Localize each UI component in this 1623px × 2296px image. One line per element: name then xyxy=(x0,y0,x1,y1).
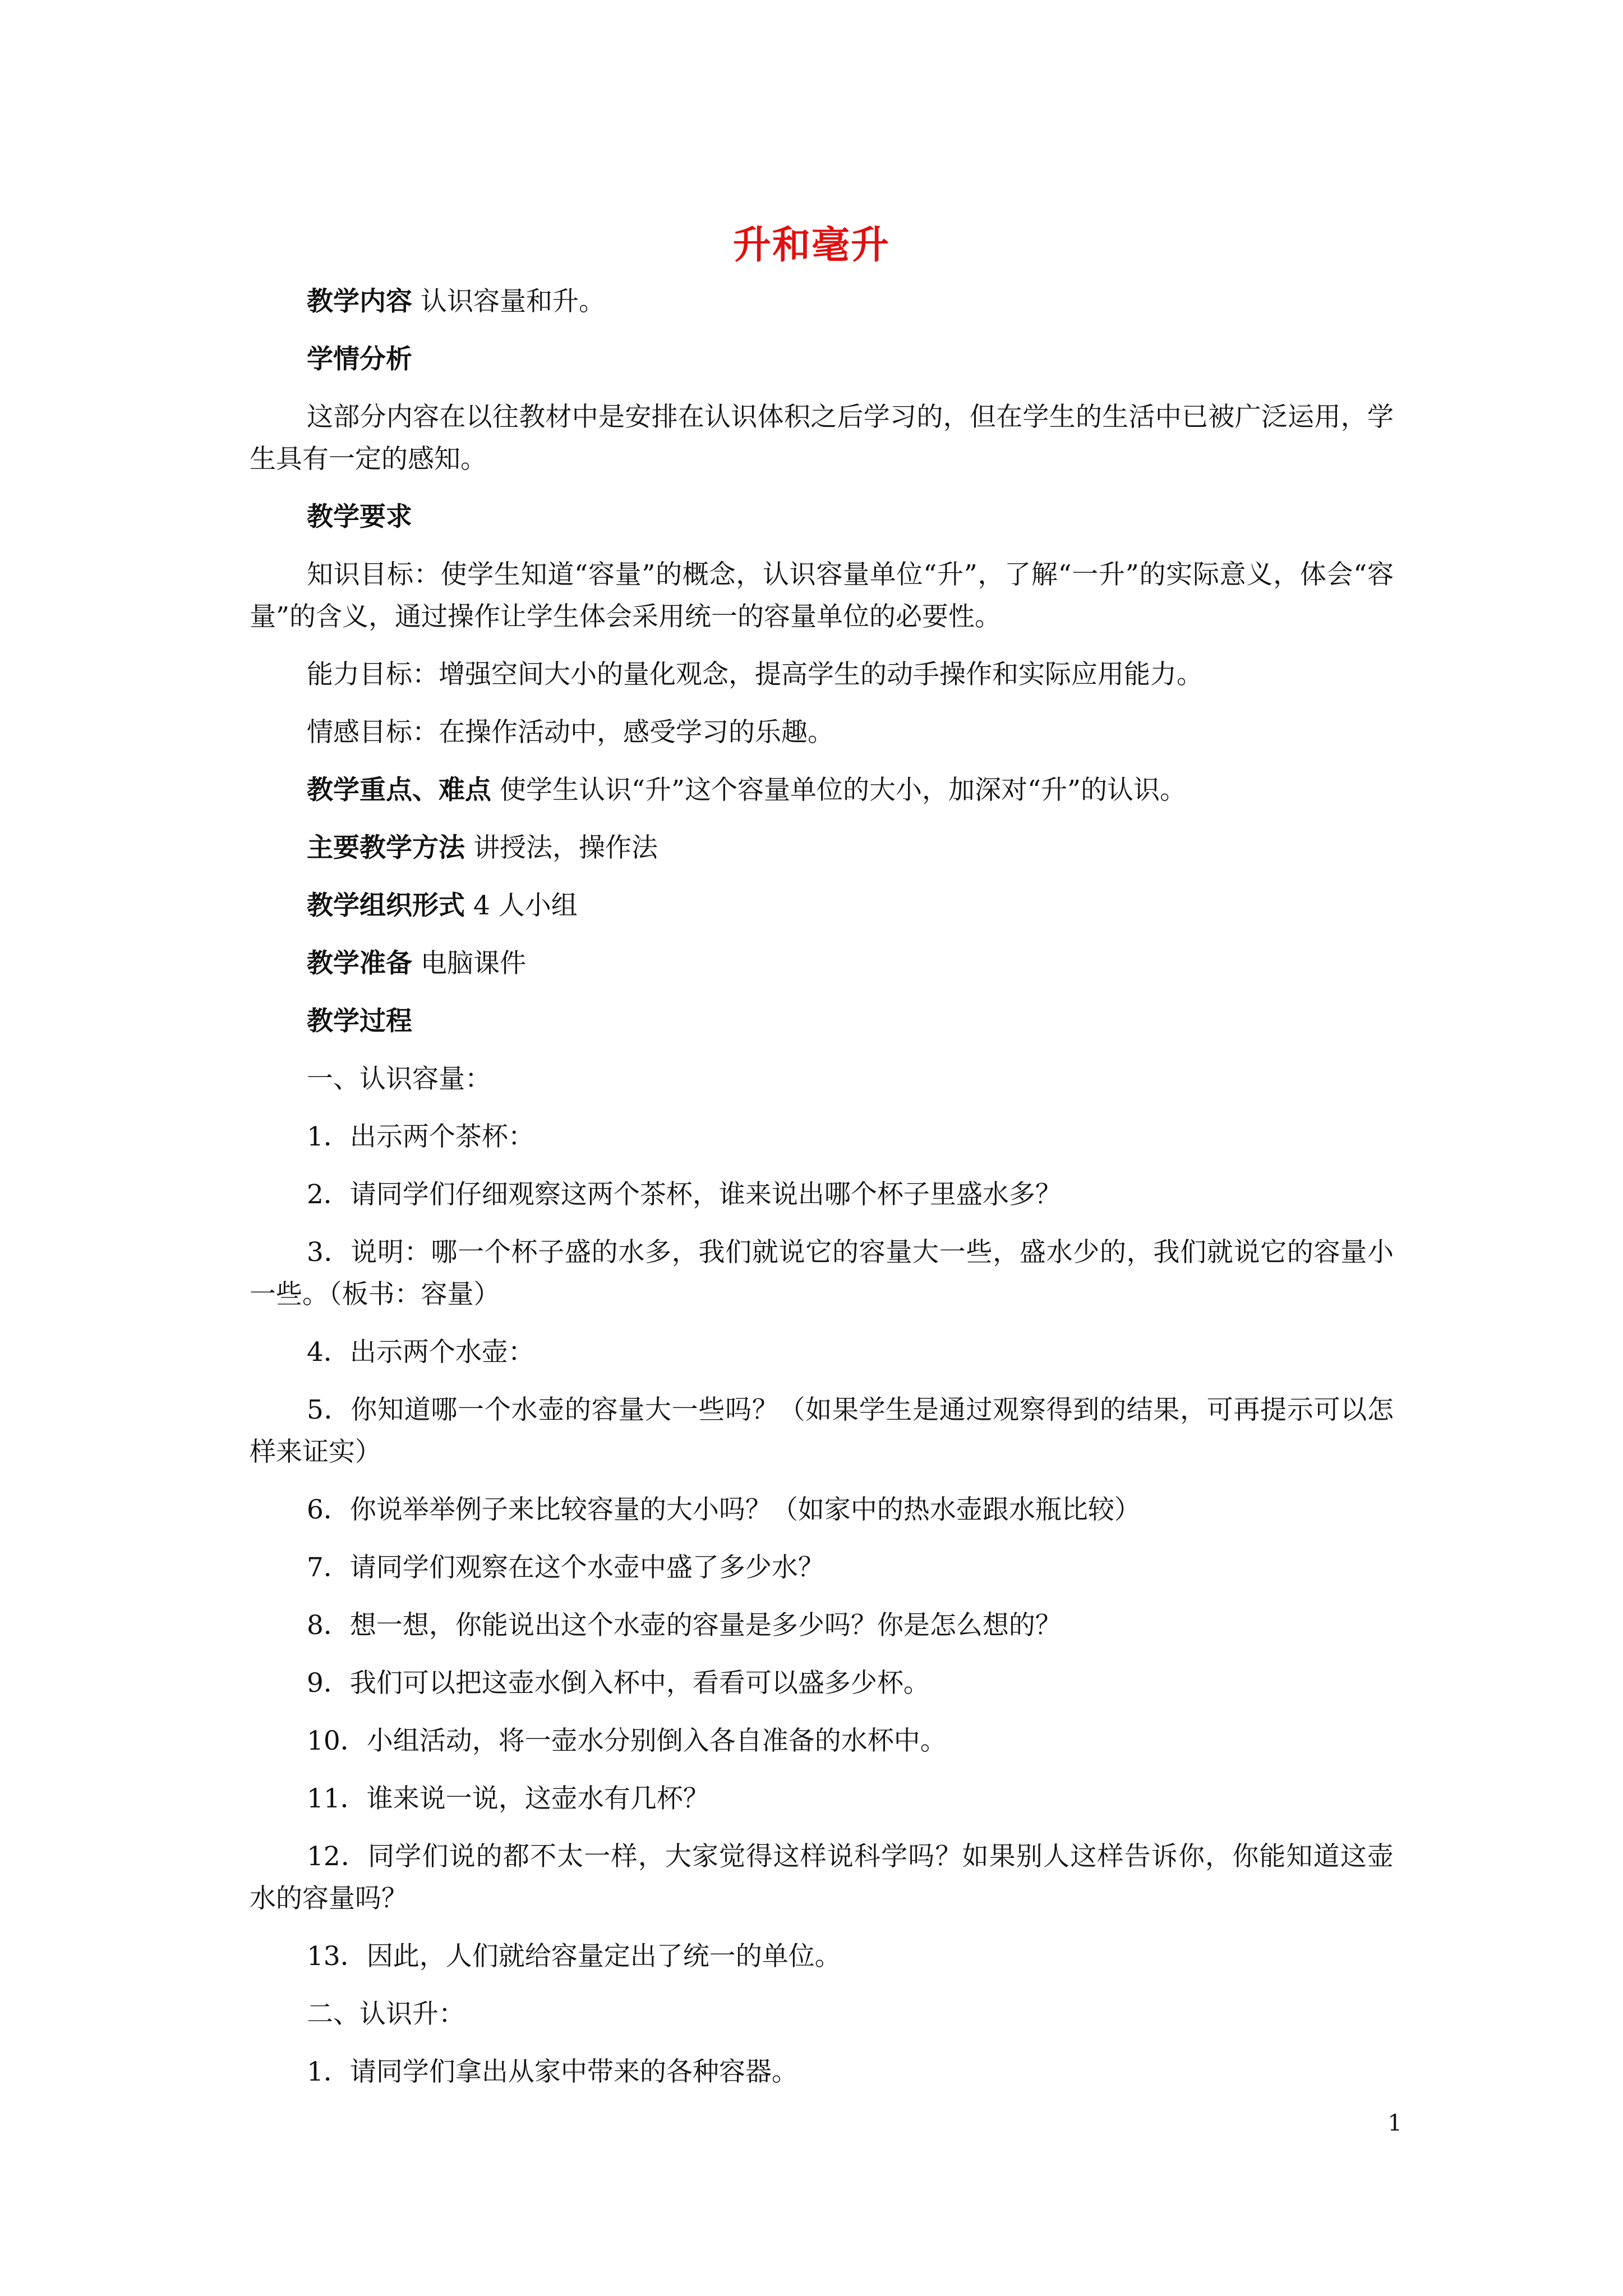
situation-analysis-text: 这部分内容在以往教材中是安排在认识体积之后学习的，但在学生的生活中已被广泛运用，学生具有一定的感知。 xyxy=(250,402,1394,475)
process-step: 10．小组活动，将一壶水分别倒入各自准备的水杯中。 xyxy=(307,1726,947,1756)
key-points-label: 教学重点、难点 xyxy=(307,775,491,806)
teaching-content-paragraph xyxy=(250,280,1394,323)
process-step: 9．我们可以把这壶水倒入杯中，看看可以盛多少杯。 xyxy=(307,1668,930,1699)
process-step: 二、认识升： xyxy=(307,1999,465,2030)
teaching-content-label: 教学内容 xyxy=(307,286,412,317)
document-body xyxy=(250,280,1394,2109)
preparation-paragraph xyxy=(250,942,1394,984)
methods-paragraph xyxy=(250,827,1394,869)
requirements-heading: 教学要求 xyxy=(307,501,412,532)
preparation-text: 电脑课件 xyxy=(420,948,526,979)
key-points-paragraph xyxy=(250,769,1394,811)
process-step: 7．请同学们观察在这个水壶中盛了多少水？ xyxy=(307,1552,824,1583)
ability-goal-text: 能力目标：增强空间大小的量化观念，提高学生的动手操作和实际应用能力。 xyxy=(307,659,1203,690)
process-step: 1．出示两个茶杯： xyxy=(307,1121,534,1152)
process-step: 13．因此，人们就给容量定出了统一的单位。 xyxy=(307,1941,841,1972)
process-step: 11．谁来说一说，这壶水有几杯？ xyxy=(307,1783,709,1814)
emotion-goal-text: 情感目标：在操作活动中，感受学习的乐趣。 xyxy=(307,717,834,748)
process-heading: 教学过程 xyxy=(307,1006,412,1037)
page-title: 升和毫升 xyxy=(732,223,890,268)
process-step: 1．请同学们拿出从家中带来的各种容器。 xyxy=(307,2056,798,2087)
process-steps-list xyxy=(250,1058,1394,2093)
knowledge-goal-text: 知识目标：使学生知道“容量”的概念，认识容量单位“升”，了解“一升”的实际意义，体会“容量”的含义，通过操作让学生体会采用统一的容量单位的必要性。 xyxy=(250,559,1394,632)
process-step: 3．说明：哪一个杯子盛的水多，我们就说它的容量大一些，盛水少的，我们就说它的容量小一些。（板书：容量） xyxy=(250,1237,1394,1310)
methods-label: 主要教学方法 xyxy=(307,832,465,863)
process-step: 4．出示两个水壶： xyxy=(307,1337,534,1368)
process-step: 12．同学们说的都不太一样，大家觉得这样说科学吗？如果别人这样告诉你，你能知道这壶水的容量吗？ xyxy=(250,1841,1394,1914)
situation-analysis-heading: 学情分析 xyxy=(307,344,412,375)
process-step: 2．请同学们仔细观察这两个茶杯，谁来说出哪个杯子里盛水多？ xyxy=(307,1179,1062,1210)
key-points-text: 使学生认识“升”这个容量单位的大小，加深对“升”的认识。 xyxy=(499,775,1187,806)
organization-paragraph xyxy=(250,885,1394,927)
teaching-content-text: 认识容量和升。 xyxy=(420,286,605,317)
process-step: 一、认识容量： xyxy=(307,1064,491,1094)
methods-text: 讲授法，操作法 xyxy=(473,832,658,863)
preparation-label: 教学准备 xyxy=(307,948,412,979)
process-step: 6．你说举举例子来比较容量的大小吗？（如家中的热水壶跟水瓶比较） xyxy=(307,1494,1141,1525)
organization-text: 4 人小组 xyxy=(473,890,578,921)
organization-label: 教学组织形式 xyxy=(307,890,465,921)
process-step: 5．你知道哪一个水壶的容量大一些吗？（如果学生是通过观察得到的结果，可再提示可以怎样来证实） xyxy=(250,1395,1394,1467)
page-number: 1 xyxy=(1387,2110,1402,2136)
process-step: 8．想一想，你能说出这个水壶的容量是多少吗？你是怎么想的？ xyxy=(307,1610,1062,1641)
